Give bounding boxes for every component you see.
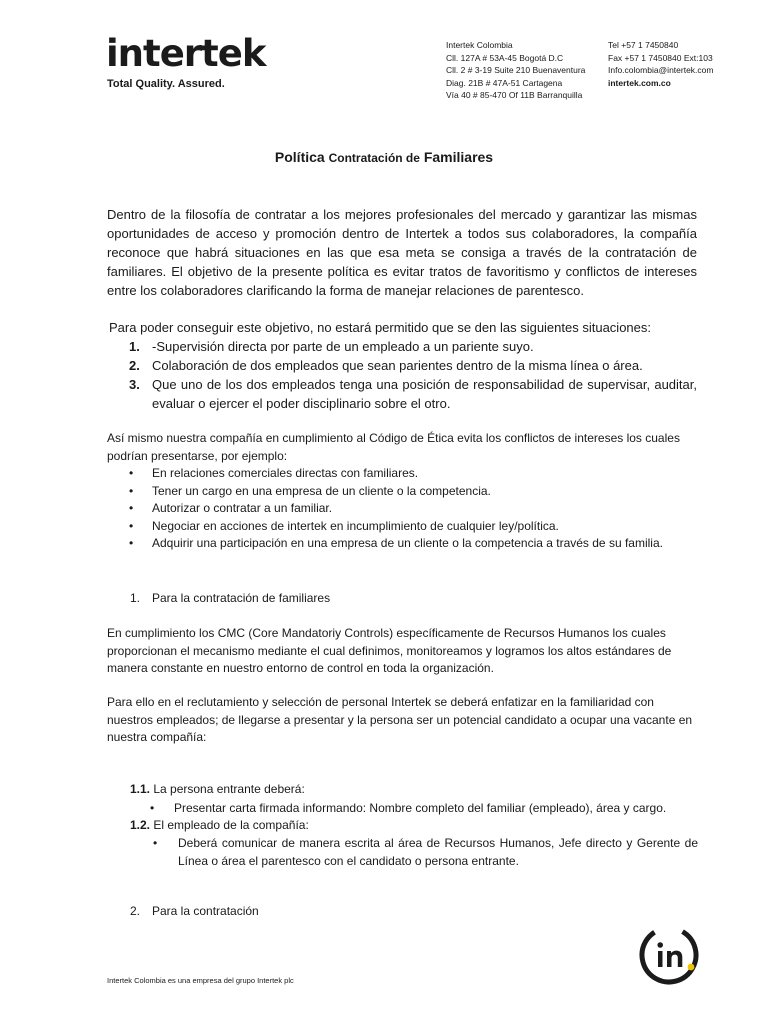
bullet: • xyxy=(129,483,134,498)
address-line: Cll. 127A # 53A-45 Bogotá D.C xyxy=(446,52,564,63)
title-part-1: Política xyxy=(274,149,325,165)
contact-block xyxy=(608,39,713,89)
list-text: Deberá comunicar de manera escrita al área de Recursos Humanos, Jefe directo y Gerente de Línea o área el parentesco con el candidato o persona entrante. xyxy=(178,836,698,868)
cmc-paragraph: En cumplimiento los CMC (Core Mandatoriy Controls) específicamente de Recursos Humanos los cuales proporcionan el mecanismo mediante el cual definimos, monitoreamos y logramos los altos estándares de manera constante en nuestro entorno de control en toda la organización. xyxy=(107,626,672,675)
ethics-lead: Así mismo nuestra compañía en cumplimiento al Código de Ética evita los conflictos de intereses los cuales podrían presentarse, por ejemplo: xyxy=(107,431,680,463)
address-line: Cll. 2 # 3-19 Suite 210 Buenaventura xyxy=(446,65,586,75)
section-number: 1. xyxy=(130,591,141,605)
list-item xyxy=(107,518,697,536)
list-item xyxy=(107,356,697,375)
list-item xyxy=(107,483,697,501)
subsection-number: 1.2. xyxy=(130,818,151,832)
list-text: Negociar en acciones de intertek en incumplimiento de cualquier ley/política. xyxy=(152,518,559,533)
list-item xyxy=(107,535,697,553)
address-line: Vía 40 # 85-470 Of 11B Barranquilla xyxy=(446,90,583,100)
page-title xyxy=(0,149,768,165)
list-text: Colaboración de dos empleados que sean parientes dentro de la misma línea o área. xyxy=(152,358,643,373)
list-item xyxy=(107,500,697,518)
address-line: Intertek Colombia xyxy=(446,40,513,50)
list-number: 1. xyxy=(129,339,140,354)
logo-tagline: Total Quality. Assured. xyxy=(107,78,225,90)
situations-list xyxy=(107,337,697,413)
list-text: Tener un cargo en una empresa de un cliente o la competencia. xyxy=(152,483,491,498)
bullet: • xyxy=(129,536,134,550)
address-line: Diag. 21B # 47A-51 Cartagena xyxy=(446,77,563,88)
intertek-logo: intertek xyxy=(106,32,266,75)
title-part-3: Familiares xyxy=(423,149,494,165)
website-line: intertek.com.co xyxy=(608,77,671,88)
bullet: • xyxy=(129,466,134,480)
intertek-in-mark-icon xyxy=(638,924,700,986)
footer-text: Intertek Colombia es una empresa del grupo Intertek plc xyxy=(107,976,294,985)
bullet: • xyxy=(129,501,134,515)
email-line: Info.colombia@intertek.com xyxy=(608,65,714,75)
bullet: • xyxy=(129,518,134,533)
address-block xyxy=(446,39,585,102)
situations-lead: Para poder conseguir este objetivo, no estará permitido que se den las siguientes situaciones: xyxy=(109,320,651,335)
list-text: -Supervisión directa por parte de un empleado a un pariente suyo. xyxy=(152,339,534,354)
list-text: Autorizar o contratar a un familiar. xyxy=(152,501,333,515)
subsection-number: 1.1. xyxy=(130,782,151,796)
subsection-1-2 xyxy=(130,817,700,835)
list-text: Presentar carta firmada informando: Nombre completo del familiar (empleado), área y cargo. xyxy=(174,801,667,815)
section-title: Para la contratación de familiares xyxy=(152,591,331,605)
subsection-title: La persona entrante deberá: xyxy=(153,782,305,796)
list-item xyxy=(107,375,697,413)
intro-paragraph: Dentro de la filosofía de contratar a los mejores profesionales del mercado y garantizar las mismas oportunidades de acceso y promoción dentro de Intertek a todos sus colaboradores, la compañía reconoce que habrá situaciones en las que esa meta se consiga a través de la contratación de familiares. El objetivo de la presente política es evitar tratos de favoritismo y conflictos de intereses entre los colaboradores clarificando la forma de manejar relaciones de parentesco. xyxy=(107,207,697,298)
section-2-heading xyxy=(130,904,259,918)
bullet: • xyxy=(153,836,158,850)
section-1-heading xyxy=(130,591,330,605)
bullet: • xyxy=(150,801,155,815)
section-title: Para la contratación xyxy=(152,904,259,918)
phone-line: Tel +57 1 7450840 xyxy=(608,40,679,50)
section-number: 2. xyxy=(130,904,141,918)
list-text: Que uno de los dos empleados tenga una posición de responsabilidad de supervisar, auditar, evaluar o ejercer el poder disciplinario sobre el otro. xyxy=(152,377,697,411)
subsection-1-1-item xyxy=(150,800,700,818)
list-text: En relaciones comerciales directas con familiares. xyxy=(152,466,419,480)
list-number: 2. xyxy=(129,358,140,373)
list-number: 3. xyxy=(129,377,140,392)
list-item xyxy=(107,465,697,483)
subsection-1-2-item xyxy=(153,835,698,870)
subsection-title: El empleado de la compañía: xyxy=(153,818,309,832)
recruitment-paragraph: Para ello en el reclutamiento y selección de personal Intertek se deberá enfatizar en la familiaridad con nuestros empleados; de llegarse a presentar y la persona ser un potencial candidato a ocupar una vacante en nuestra compañía: xyxy=(107,695,693,744)
ethics-list xyxy=(107,465,697,553)
fax-line: Fax +57 1 7450840 Ext:103 xyxy=(608,52,713,63)
subsection-1-1 xyxy=(130,781,700,799)
list-text: Adquirir una participación en una empresa de un cliente o la competencia a través de su familia. xyxy=(152,536,663,550)
list-item xyxy=(107,337,697,356)
title-part-2: Contratación de xyxy=(328,151,420,165)
